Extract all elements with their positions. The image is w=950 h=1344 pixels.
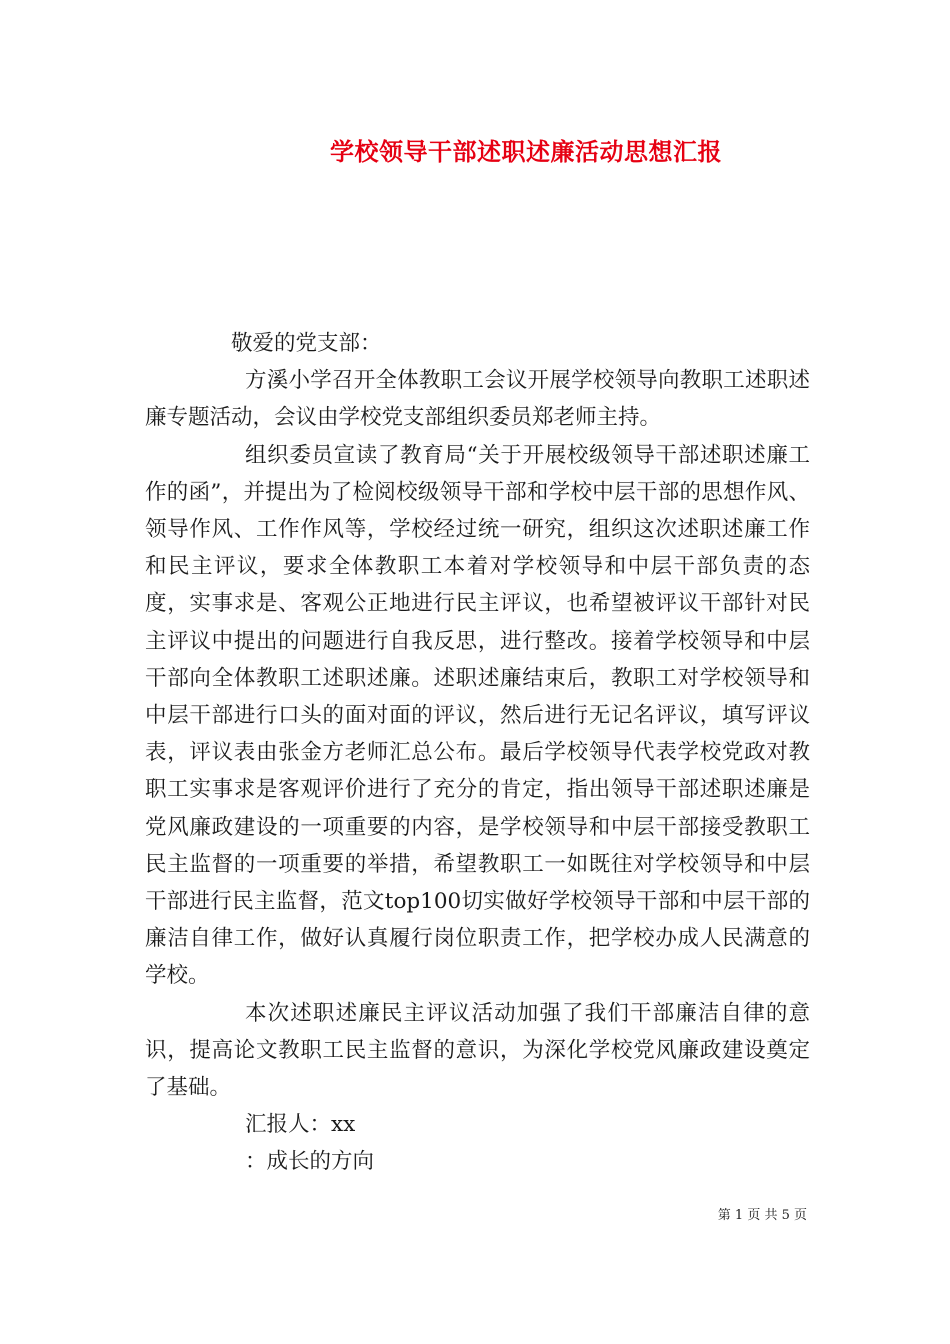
salutation: 敬爱的党支部： (231, 331, 382, 356)
signature: 汇报人：xx (245, 1112, 356, 1138)
paragraph-1: 方溪小学召开全体教职工会议开展学校领导向教职工述职述廉专题活动，会议由学校党支部组织委员郑老师主持。 (145, 368, 810, 431)
paragraph-3: 本次述职述廉民主评议活动加强了我们干部廉洁自律的意识，提高论文教职工民主监督的意识，为深化学校党风廉政建设奠定了基础。 (145, 1000, 810, 1101)
document-title: 学校领导干部述职述廉活动思想汇报 (330, 137, 722, 166)
trailer-line: ：成长的方向 (245, 1149, 375, 1175)
document-body (145, 325, 810, 1181)
paragraph-2: 组织委员宣读了教育局“关于开展校级领导干部述职述廉工作的函”，并提出为了检阅校级领导干部和学校中层干部的思想作风、领导作风、工作作风等，学校经过统一研究，组织这次述职述廉工作和民主评议，要求全体教职工本着对学校领导和中层干部负责的态度，实事求是、客观公正地进行民主评议，也希望被评议干部针对民主评议中提出的问题进行自我反思，进行整改。接着学校领导和中层干部向全体教职工述职述廉。述职述廉结束后，教职工对学校领导和中层干部进行口头的面对面的评议，然后进行无记名评议，填写评议表，评议表由张金方老师汇总公布。最后学校领导代表学校党政对教职工实事求是客观评价进行了充分的肯定，指出领导干部述职述廉是党风廉政建设的一项重要的内容，是学校领导和中层干部接受教职工民主监督的一项重要的举措，希望教职工一如既往对学校领导和中层干部进行民主监督，范文top100切实做好学校领导干部和中层干部的廉洁自律工作，做好认真履行岗位职责工作，把学校办成人民满意的学校。 (145, 442, 810, 989)
page-number: 第 1 页 共 5 页 (717, 1208, 807, 1223)
